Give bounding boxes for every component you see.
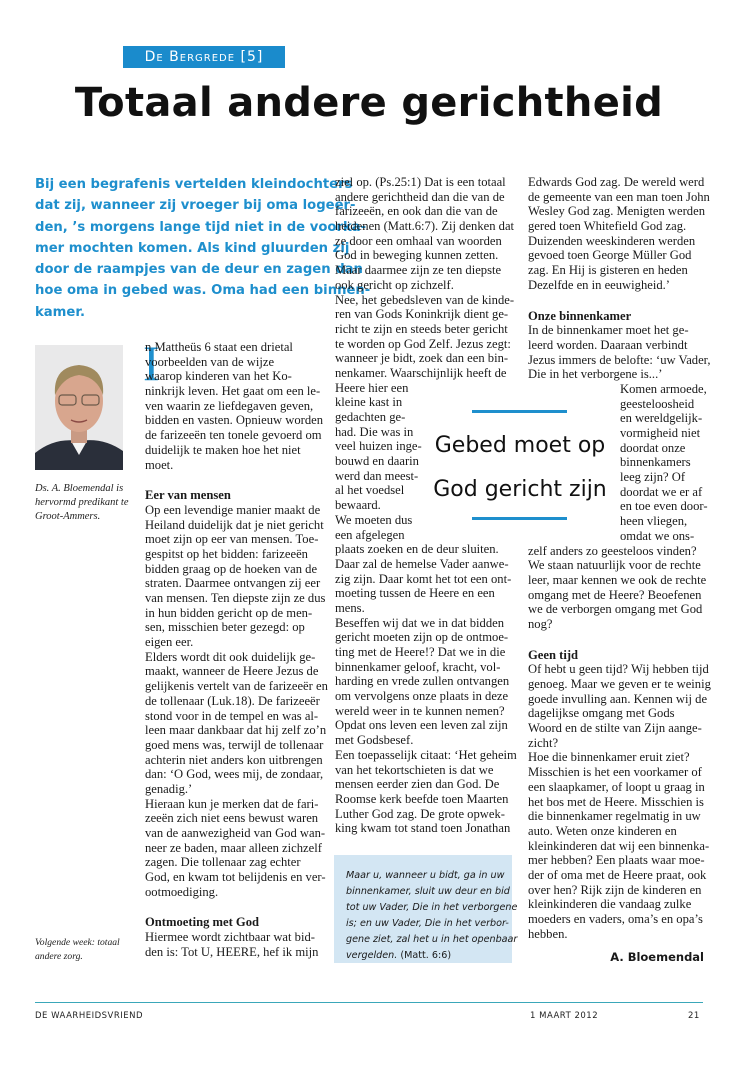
text-line: God, en kwam tot belijdenis en ver- xyxy=(145,870,326,885)
text-line: de farizeeën ten tonele gevoerd om xyxy=(145,428,322,443)
text-line: zicht? xyxy=(528,735,559,750)
text-line: plaats zoeken en de deur sluiten. xyxy=(335,542,499,557)
pull-quote-rule-bottom xyxy=(472,517,567,520)
text-line: Elders wordt dit ook duidelijk ge- xyxy=(145,649,316,664)
photo-caption xyxy=(35,482,135,524)
text-line: met Godsbesef. xyxy=(335,733,414,748)
drop-cap: I xyxy=(143,335,160,391)
section-tag: De Bergrede [5] xyxy=(123,46,285,68)
text-line: Woord en de stilte van Zijn aange- xyxy=(528,721,702,736)
text-line: wereld weer in te kunnen nemen? xyxy=(335,703,505,718)
quote-reference: (Matt. 6:6) xyxy=(397,950,452,961)
text-line: al het voedsel xyxy=(335,483,405,498)
text-line: Maar daarmee zijn ze ten diepste xyxy=(335,263,502,278)
text-column-1 xyxy=(143,335,328,960)
text-line: gedachten ge- xyxy=(335,410,406,424)
bible-quote-box xyxy=(334,855,518,963)
text-line: zag. En Hij is gisteren en heden xyxy=(528,263,688,278)
text-line: Die in het verborgene is...’ xyxy=(528,367,663,382)
text-line: nog? xyxy=(528,616,553,631)
text-line: ziel op. (Ps.25:1) Dat is een totaal xyxy=(335,175,506,189)
text-line: nenkamer. Waarschijnlijk heeft de xyxy=(335,365,507,380)
text-line: Roomse kerk beefde toen Maarten xyxy=(335,791,509,806)
text-line: een afgelegen xyxy=(335,527,405,542)
text-line: auto. Weten onze kinderen en xyxy=(528,823,677,838)
caption-line: Ds. A. Bloemendal is xyxy=(35,483,124,494)
text-line: stond voor in de tempel en was al- xyxy=(145,708,319,723)
text-line: Daar zal de hemelse Vader aanwe- xyxy=(335,556,509,571)
note-line: Volgende week: totaal xyxy=(35,937,120,948)
text-line: doordat we er af xyxy=(620,484,703,499)
text-line: gelijkenis vertelt van de farizeeër en xyxy=(145,679,328,694)
text-line: in hun bidden gericht op de men- xyxy=(145,605,313,620)
text-line: den is: Tot U, HEERE, hef ik mijn xyxy=(145,944,319,959)
intro-lead xyxy=(35,174,371,323)
intro-line: door de raampjes van de deur en zagen dan xyxy=(35,262,363,278)
section-heading: Eer van mensen xyxy=(145,488,231,503)
text-line: gevoed toen George Müller God xyxy=(528,248,692,263)
quote-line: tot uw Vader, Die in het verborgene xyxy=(346,902,518,913)
text-line: bouwd en daarin xyxy=(335,454,419,469)
text-line: goed mens was, terwijl de tollenaar xyxy=(145,737,324,752)
text-line: zagen. Die tollenaar zag echter xyxy=(145,855,301,870)
footer-page-number: 21 xyxy=(688,1011,700,1021)
text-line: leer, maar kennen we ook de rechte xyxy=(528,572,707,587)
pull-quote-line: God gericht zijn xyxy=(433,477,607,502)
text-line: geesteloosheid xyxy=(620,396,695,411)
quote-line-end: vergelden. xyxy=(346,950,398,961)
text-line: moet zijn op eer van mensen. Toe- xyxy=(145,532,319,547)
text-line: wanneer je bidt, zoek dan een bin- xyxy=(335,351,509,366)
text-line: goede invulling aan. Kennen wij de xyxy=(528,691,708,706)
text-line: bidden en vasten. Opnieuw worden xyxy=(145,413,324,428)
quote-line: binnenkamer, sluit uw deur en bid xyxy=(346,886,510,897)
text-line: van de aanwezigheid van God wan- xyxy=(145,826,326,840)
section-heading: Onze binnenkamer xyxy=(528,308,632,323)
text-line: en wereldgelijk- xyxy=(620,411,703,426)
text-line: zelf anders zo geesteloos vinden? xyxy=(528,543,697,558)
text-line: genadig.’ xyxy=(145,781,193,796)
text-line: leen maar dankbaar dat hij zelf zo’n xyxy=(145,723,327,738)
text-line: Heere hier een xyxy=(335,380,409,395)
text-line: het bos met de Heere. Misschien is xyxy=(528,794,704,809)
text-line: van mensen. Ten diepste zijn ze dus xyxy=(145,591,326,605)
text-line: Dezelfde en in eeuwigheid.’ xyxy=(528,277,670,292)
text-line: king kwam tot stand toen Jonathan xyxy=(335,821,511,836)
text-line: leerd worden. Daaraan verbindt xyxy=(528,337,688,352)
caption-line: Groot-Ammers. xyxy=(35,511,101,522)
pull-quote-line: Gebed moet op xyxy=(434,433,606,458)
text-line: dan: ‘O God, wees mij, de zondaar, xyxy=(145,767,324,782)
text-line: We moeten dus xyxy=(335,512,413,527)
text-line: harding en vrede zullen ontvangen xyxy=(335,674,510,689)
text-line: waarop kinderen van het Ko- xyxy=(145,369,292,384)
text-line: werd dan meest- xyxy=(335,468,419,483)
text-line: binnenkamer geloof, kracht, vol- xyxy=(335,659,501,674)
text-line: ook gericht op zichzelf. xyxy=(335,277,454,292)
text-line: sen, misschien beter gezegd: op xyxy=(145,620,305,635)
text-line: we de verborgen omgang met God xyxy=(528,602,703,617)
text-line: leeg zijn? Of xyxy=(620,470,686,485)
text-line: ootmoediging. xyxy=(145,884,219,899)
paragraph-gap xyxy=(528,632,708,648)
text-line: Wesley God zag. Menigten werden xyxy=(528,204,705,219)
text-line: bewaard. xyxy=(335,498,381,513)
text-line: ting met de Heere!? Dat we in die xyxy=(335,645,506,659)
note-line: andere zorg. xyxy=(35,951,83,962)
text-line: had. Die was in xyxy=(335,424,414,439)
text-line: der of oma met de Heere praat, ook xyxy=(528,867,707,882)
author-signature: A. Bloemendal xyxy=(610,950,704,964)
text-line: van het tekortschieten is dat we xyxy=(335,762,494,777)
next-week-note xyxy=(35,936,135,964)
footer-publication: DE WAARHEIDSVRIEND xyxy=(35,1011,144,1021)
caption-line: hervormd predikant te xyxy=(35,497,129,508)
pull-quote xyxy=(430,424,610,512)
text-line: farizeeën, en ook dan die van de xyxy=(335,204,498,219)
text-line: Jezus immers de belofte: ‘uw Vader, xyxy=(528,352,711,367)
text-line: moeders en vaders, oma’s en opa’s xyxy=(528,912,703,926)
intro-line: den, ’s morgens lange tijd niet in de voorka- xyxy=(35,219,367,235)
text-column-3 xyxy=(528,175,711,941)
text-line: kleine kast in xyxy=(335,395,403,410)
text-line: moet. xyxy=(145,457,174,472)
quote-line: Maar u, wanneer u bidt, ga in uw xyxy=(346,870,505,881)
footer-date: 1 MAART 2012 xyxy=(530,1011,599,1021)
text-line: Nee, het gebedsleven van de kinde- xyxy=(335,292,515,307)
text-line: en toe even door- xyxy=(620,499,708,514)
text-line: doordat onze xyxy=(620,440,686,455)
text-line: voorbeelden van de wijze xyxy=(145,354,275,369)
text-line: Op een levendige manier maakt de xyxy=(145,502,321,517)
text-line: ren van Gods Koninkrijk dient ge- xyxy=(335,307,509,322)
section-heading: Ontmoeting met God xyxy=(145,915,260,930)
text-line: richt te zijn en steeds beter gericht xyxy=(335,321,508,336)
text-line: Hoe die binnenkamer eruit ziet? xyxy=(528,750,690,765)
text-line: straten. Daarmee ontvangen zij eer xyxy=(145,576,321,591)
text-line: dagelijkse omgang met Gods xyxy=(528,706,675,721)
text-line: een slaapkamer, of loopt u graag in xyxy=(528,779,705,794)
text-line: Duizenden weeskinderen werden xyxy=(528,233,696,248)
text-line: veel huizen inge- xyxy=(335,439,422,454)
quote-line: is; en uw Vader, Die in het verbor- xyxy=(346,918,509,929)
text-line: eigen eer. xyxy=(145,635,194,650)
text-line: hebben. xyxy=(528,926,568,941)
text-line: omdat we ons- xyxy=(620,528,695,543)
text-line: genoeg. Maar we geven er te weinig xyxy=(528,677,711,691)
text-line: bidden graag op de hoeken van de xyxy=(145,561,318,576)
text-line: zeeën zich niet eens bewust waren xyxy=(145,811,319,826)
text-line: achterin niet anders kon uitbrengen xyxy=(145,752,323,767)
text-line: andere gerichtheid dan die van de xyxy=(335,189,505,204)
text-line: gered toen Whitefield God zag. xyxy=(528,219,687,234)
text-line: kleinkinderen dat wij een binnenka- xyxy=(528,838,710,853)
author-photo xyxy=(35,345,123,470)
paragraph-gap xyxy=(145,899,325,915)
text-line: n Mattheüs 6 staat een drietal xyxy=(145,340,293,354)
quote-last-line xyxy=(346,948,502,964)
text-line: mens. xyxy=(335,600,365,615)
text-line: mensen eerder zien dan God. De xyxy=(335,777,500,792)
text-line: gericht moeten zijn op de ontmoe- xyxy=(335,630,509,645)
text-line: Of hebt u geen tijd? Wij hebben tijd xyxy=(528,662,709,677)
text-line: We staan natuurlijk voor de rechte xyxy=(528,558,701,573)
text-line: ninkrijk leven. Het gaat om een le- xyxy=(145,384,321,399)
text-line: heidenen (Matt.6:7). Zij denken dat xyxy=(335,219,515,234)
intro-line: hoe oma in gebed was. Oma had een binnen- xyxy=(35,283,371,299)
text-line: gespitst op het bidden: farizeeën xyxy=(145,546,308,561)
text-line: om vervolgens onze plaats in deze xyxy=(335,689,509,704)
paragraph-gap xyxy=(145,472,325,488)
text-line: neer ze baden, maar alleen zichzelf xyxy=(145,840,322,855)
text-line: te worden op God Zelf. Jezus zegt: xyxy=(335,336,511,351)
text-line: de gemeente van een man toen John xyxy=(528,189,710,204)
text-line: ze door een omhaal van woorden xyxy=(335,233,502,248)
text-line: maakt, wanneer de Heere Jezus de xyxy=(145,664,319,679)
text-line: mer hebben? Een plaats waar moe- xyxy=(528,853,705,868)
text-line: over hen? Rijk zijn de kinderen en xyxy=(528,882,702,897)
text-line: moeting tussen de Heere en een xyxy=(335,586,495,601)
text-line: ven waarin ze liefdegaven geven, xyxy=(145,398,314,413)
text-line: duidelijk te maken hoe het niet xyxy=(145,442,301,457)
text-line: Beseffen wij dat we in dat bidden xyxy=(335,615,505,630)
footer-rule xyxy=(35,1002,703,1003)
text-line: Hieraan kun je merken dat de fari- xyxy=(145,796,319,811)
paragraph-gap xyxy=(528,293,708,309)
text-line: Misschien is het een voorkamer of xyxy=(528,765,702,780)
text-line: Opdat ons leven een leven zal zijn xyxy=(335,718,508,733)
text-line: binnenkamers xyxy=(620,455,691,470)
text-line: Heiland duidelijk dat je niet gericht xyxy=(145,517,324,532)
intro-line: mer mochten komen. Als kind gluurden zij xyxy=(35,240,350,256)
quote-line: gene ziet, zal het u in het openbaar xyxy=(346,934,518,945)
text-line: zig zijn. Daar komt het tot een ont- xyxy=(335,571,512,586)
text-line: Komen armoede, xyxy=(620,381,707,396)
text-line: Luther God zag. De grote opwek- xyxy=(335,806,505,821)
section-heading: Geen tijd xyxy=(528,647,579,662)
text-line: Een toepasselijk citaat: ‘Het geheim xyxy=(335,747,517,762)
text-line: kleinkinderen die vandaag zulke xyxy=(528,897,692,912)
text-line: Hiermee wordt zichtbaar wat bid- xyxy=(145,930,315,945)
intro-line: kamer. xyxy=(35,304,85,320)
text-line: de tollenaar (Luk.18). De farizeeër xyxy=(145,693,320,708)
article-title: Totaal andere gerichtheid xyxy=(74,80,664,126)
text-line: omgang met de Heere? Beoefenen xyxy=(528,587,702,602)
text-line: die binnenkamer regelmatig in uw xyxy=(528,809,701,824)
intro-line: dat zij, wanneer zij vroeger bij oma logeer- xyxy=(35,198,356,214)
pull-quote-rule-top xyxy=(472,410,567,413)
text-line: heen vliegen, xyxy=(620,514,688,529)
text-line: vormigheid niet xyxy=(620,426,701,440)
text-line: Edwards God zag. De wereld werd xyxy=(528,175,705,189)
text-line: God in beweging kunnen zetten. xyxy=(335,248,499,263)
intro-line: Bij een begrafenis vertelden kleindochters xyxy=(35,177,353,192)
text-line: In de binnenkamer moet het ge- xyxy=(528,323,689,338)
